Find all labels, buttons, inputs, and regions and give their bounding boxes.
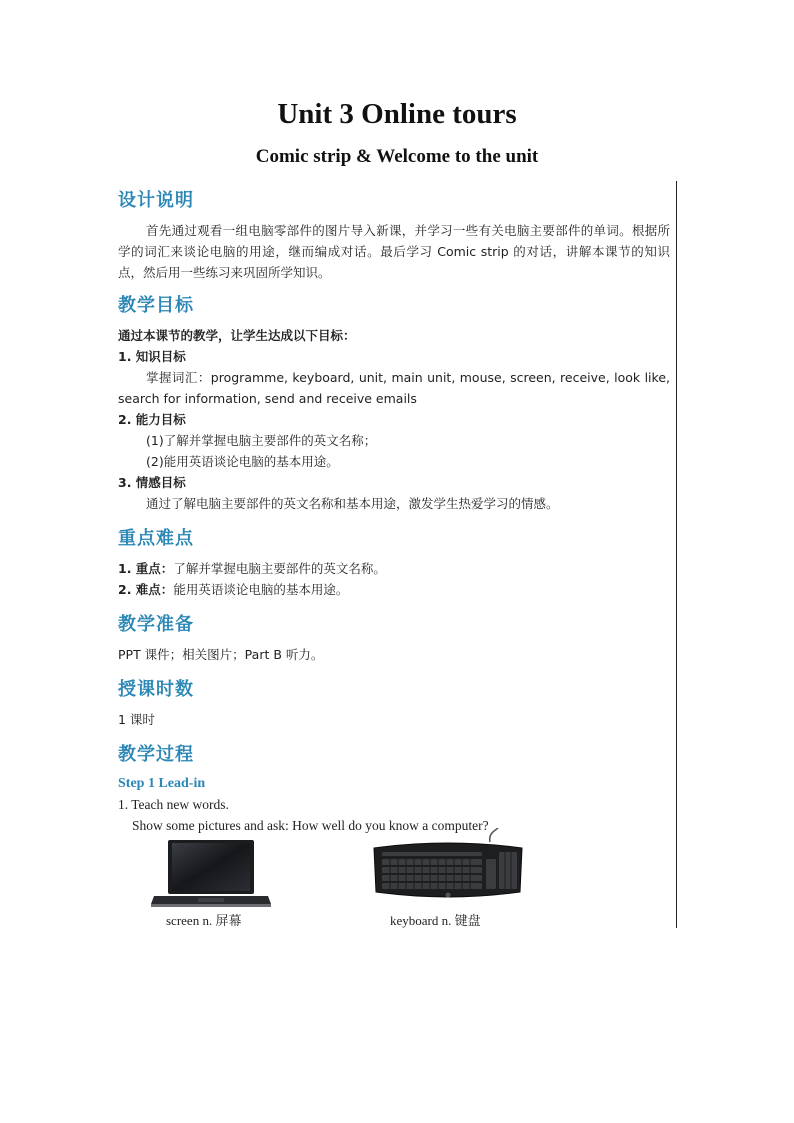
knowledge-text: 掌握词汇：programme, keyboard, unit, main unit, mouse, screen, receive, look like, search for information, send and receive emails bbox=[118, 370, 670, 406]
page-title: Unit 3 Online tours bbox=[277, 98, 517, 130]
ability-title: 2. 能力目标 bbox=[118, 412, 186, 427]
knowledge-title: 1. 知识目标 bbox=[118, 349, 186, 364]
section-heading-design: 设计说明 bbox=[118, 190, 194, 211]
goals-intro: 通过本课节的教学，让学生达成以下目标： bbox=[118, 328, 356, 343]
section-heading-goals: 教学目标 bbox=[118, 295, 194, 316]
section-heading-key-points: 重点难点 bbox=[118, 528, 194, 549]
difficulty-label: 2. 难点： bbox=[118, 582, 174, 597]
emotion-title: 3. 情感目标 bbox=[118, 475, 186, 490]
step-title: Step 1 Lead-in bbox=[118, 776, 206, 791]
prep-text: PPT 课件；相关图片；Part B 听力。 bbox=[118, 647, 324, 662]
process-item-1-detail: Show some pictures and ask: How well do you know a computer? bbox=[132, 818, 489, 833]
process-item-1: 1. Teach new words. bbox=[118, 797, 229, 812]
ability-item-1: (1)了解并掌握电脑主要部件的英文名称； bbox=[146, 433, 377, 448]
section-heading-prep: 教学准备 bbox=[118, 614, 194, 635]
ability-item-2: (2)能用英语谈论电脑的基本用途。 bbox=[146, 454, 339, 469]
caption-keyboard: keyboard n. 键盘 bbox=[390, 913, 481, 928]
design-text: 首先通过观看一组电脑零部件的图片导入新课，并学习一些有关电脑主要部件的单词。根据所学的词汇来谈论电脑的用途，继而编成对话。最后学习 Comic strip 的对话，讲解本课节的知识点，然后用一些练习来巩固所学知识。 bbox=[118, 223, 670, 280]
hours-text: 1 课时 bbox=[118, 712, 155, 727]
keyboard-image bbox=[370, 828, 526, 900]
key-text: 了解并掌握电脑主要部件的英文名称。 bbox=[173, 561, 386, 576]
difficulty-line bbox=[118, 579, 670, 600]
section-heading-process: 教学过程 bbox=[118, 744, 194, 765]
difficulty-text: 能用英语谈论电脑的基本用途。 bbox=[173, 582, 349, 597]
page-subtitle: Comic strip & Welcome to the unit bbox=[255, 146, 539, 167]
right-border-line bbox=[676, 181, 677, 928]
laptop-image bbox=[150, 838, 272, 908]
lesson-content bbox=[118, 186, 670, 836]
section-heading-hours: 授课时数 bbox=[118, 679, 194, 700]
key-point-line bbox=[118, 558, 670, 579]
emotion-text: 通过了解电脑主要部件的英文名称和基本用途，激发学生热爱学习的情感。 bbox=[146, 496, 559, 511]
caption-screen: screen n. 屏幕 bbox=[166, 913, 242, 928]
key-label: 1. 重点： bbox=[118, 561, 174, 576]
